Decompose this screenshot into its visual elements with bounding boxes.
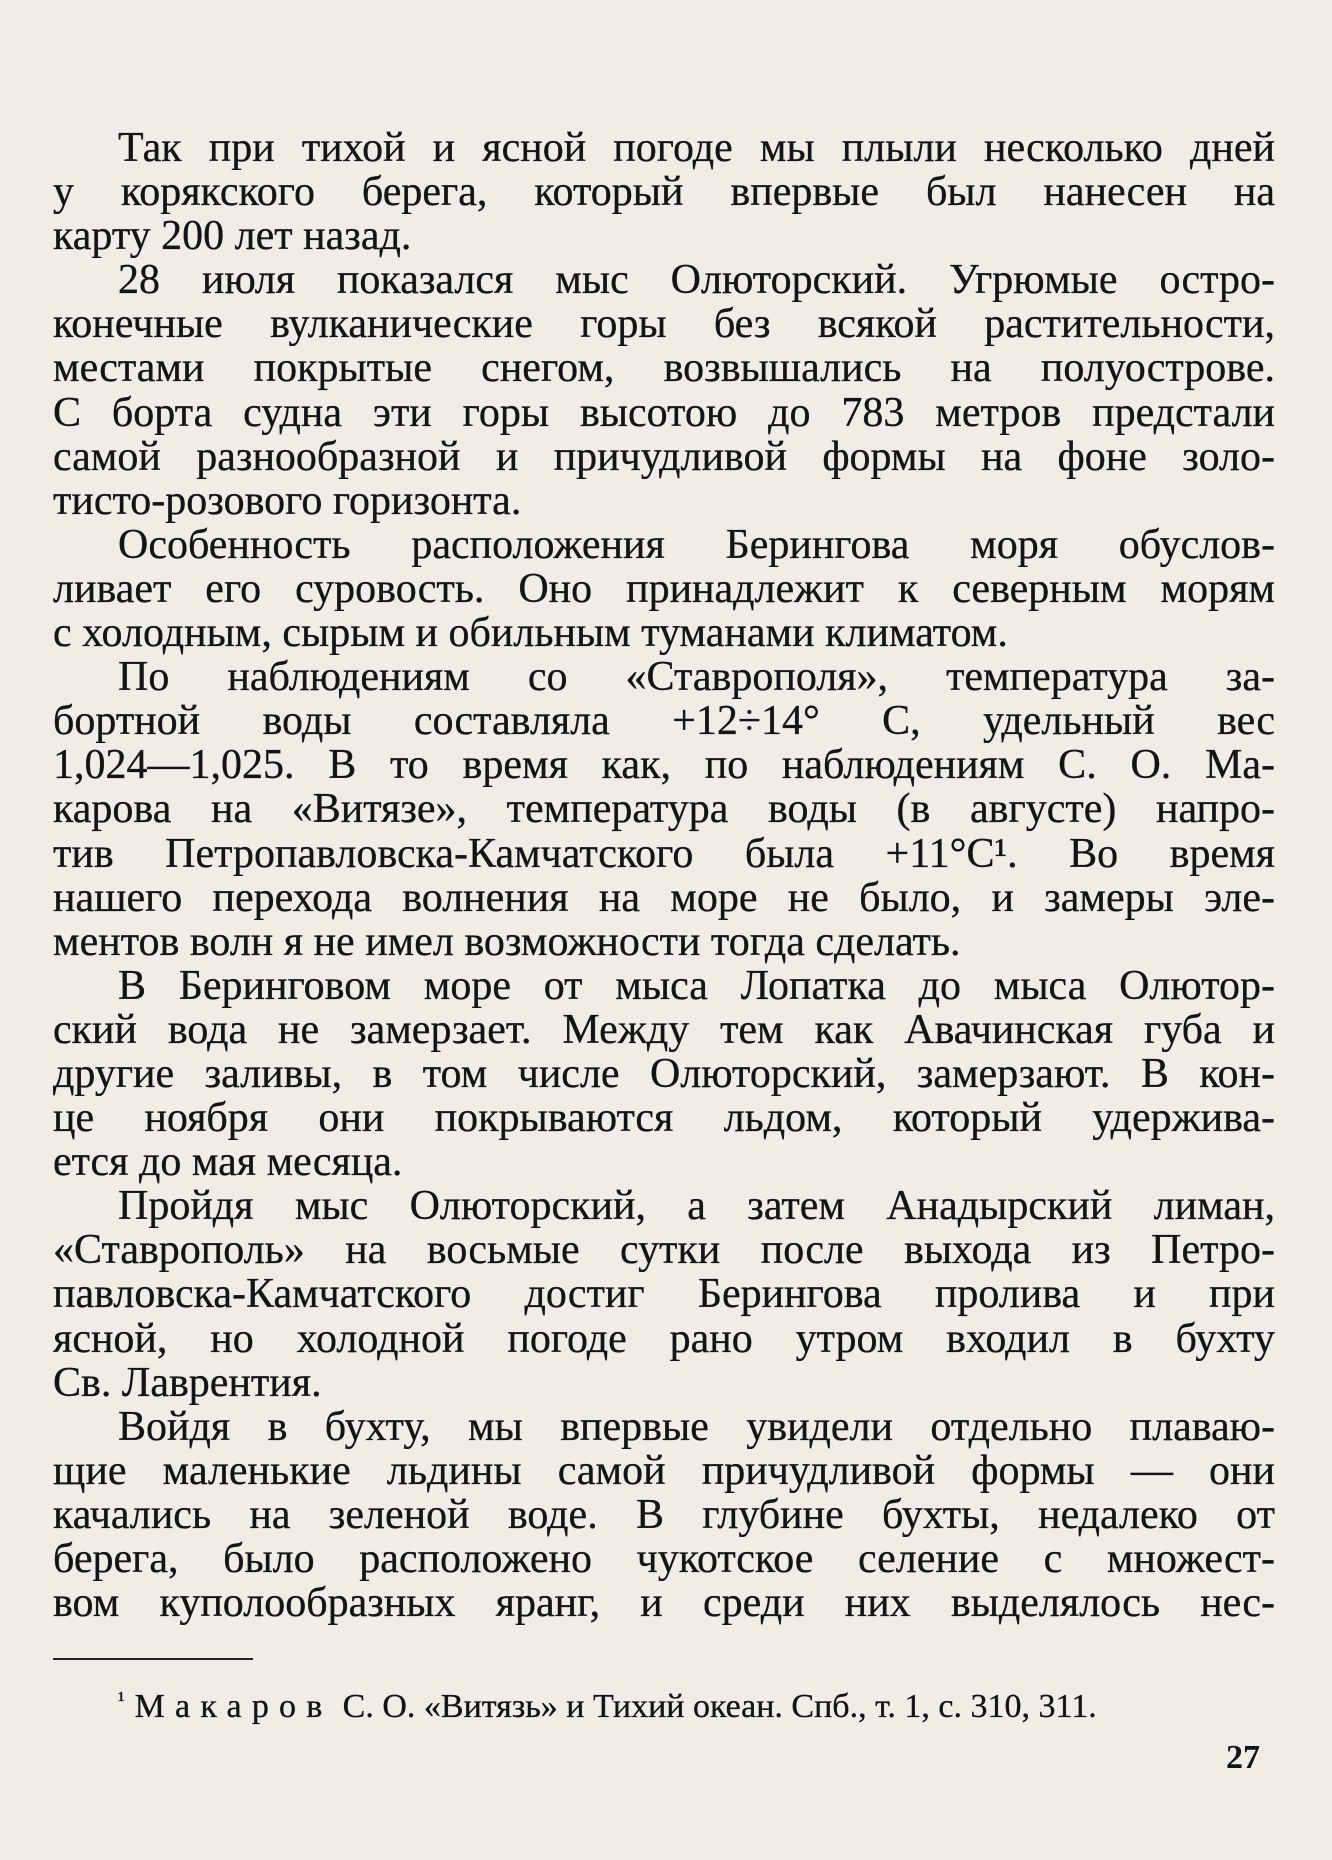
text-line: качались на зеленой воде. В глубине бухты, недалеко от [53,1492,1275,1537]
text-line: павловска-Камчатского достиг Берингова пролива и при [53,1272,1275,1317]
text-line: По наблюдениям со «Ставрополя», температура за- [118,655,1275,700]
footnote [118,1680,1097,1727]
text-line: «Ставрополь» на восьмые сутки после выхода из Петро- [53,1228,1275,1273]
paragraph [53,1184,1275,1404]
text-line: ливает его суровость. Оно принадлежит к северным морям [53,566,1275,612]
text-line: карова на «Витязе», температура воды (в августе) напро- [53,787,1275,832]
text-line: В Беринговом море от мыса Лопатка до мыса Олютор- [118,963,1275,1008]
text-line: Особенность расположения Берингова моря обуслов- [118,522,1275,567]
paragraph [53,964,1275,1184]
text-line: ясной, но холодной погоде рано утром входил в бухту [53,1316,1275,1361]
text-line: местами покрытые снегом, возвышались на полуострове. [53,346,1275,391]
footnote-citation: С. О. «Витязь» и Тихий океан. Спб., т. 1, с. 310, 311. [342,1688,1097,1725]
text-line: конечные вулканические горы без всякой растительности, [53,302,1275,347]
text-line: вом куполообразных яранг, и среди них выделялось нес- [53,1581,1275,1626]
text-line: самой разнообразной и причудливой формы на фоне золо- [53,434,1275,479]
text-line: Св. Лаврентия. [53,1360,322,1405]
text-line: другие заливы, в том числе Олюторский, замерзают. В кон- [53,1051,1275,1097]
body-text [53,126,1275,1625]
paragraph [53,258,1275,523]
text-line: карту 200 лет назад. [53,214,412,259]
page-number: 27 [1226,1739,1260,1776]
text-line: тив Петропавловска-Камчатского была +11°С¹. Во время [53,831,1275,876]
text-line: 28 июля показался мыс Олюторский. Угрюмые остро- [118,258,1275,303]
text-line: 1,024—1,025. В то время как, по наблюдениям С. О. Ма- [53,743,1275,788]
text-line: бортной воды составляла +12÷14° С, удельный вес [53,699,1275,744]
footnote-divider [53,1658,253,1660]
paragraph [53,655,1275,964]
text-line: Так при тихой и ясной погоде мы плыли несколько дней [118,126,1275,171]
paragraph [53,126,1275,258]
text-line: Войдя в бухту, мы впервые увидели отдельно плаваю- [118,1404,1275,1449]
text-line: тисто-розового горизонта. [53,478,522,523]
text-line: С борта судна эти горы высотою до 783 метров предстали [53,390,1275,435]
paragraph [53,1405,1275,1625]
text-line: нашего перехода волнения на море не было, и замеры эле- [53,875,1275,920]
text-line: ский вода не замерзает. Между тем как Авачинская губа и [53,1007,1275,1052]
footnote-author: Макаров [134,1688,333,1725]
text-line: щие маленькие льдины самой причудливой формы — они [53,1448,1275,1493]
paragraph [53,523,1275,655]
text-line: це ноября они покрываются льдом, который удержива- [53,1096,1275,1141]
text-line: ется до мая месяца. [53,1140,403,1185]
text-line: с холодным, сырым и обильным туманами климатом. [53,611,1008,656]
text-line: у корякского берега, который впервые был нанесен на [53,170,1275,215]
text-line: Пройдя мыс Олюторский, а затем Анадырский лиман, [118,1184,1275,1229]
footnote-marker: ¹ [118,1687,125,1712]
text-line: берега, было расположено чукотское селение с множест- [53,1537,1275,1582]
text-line: ментов волн я не имел возможности тогда сделать. [53,919,961,964]
